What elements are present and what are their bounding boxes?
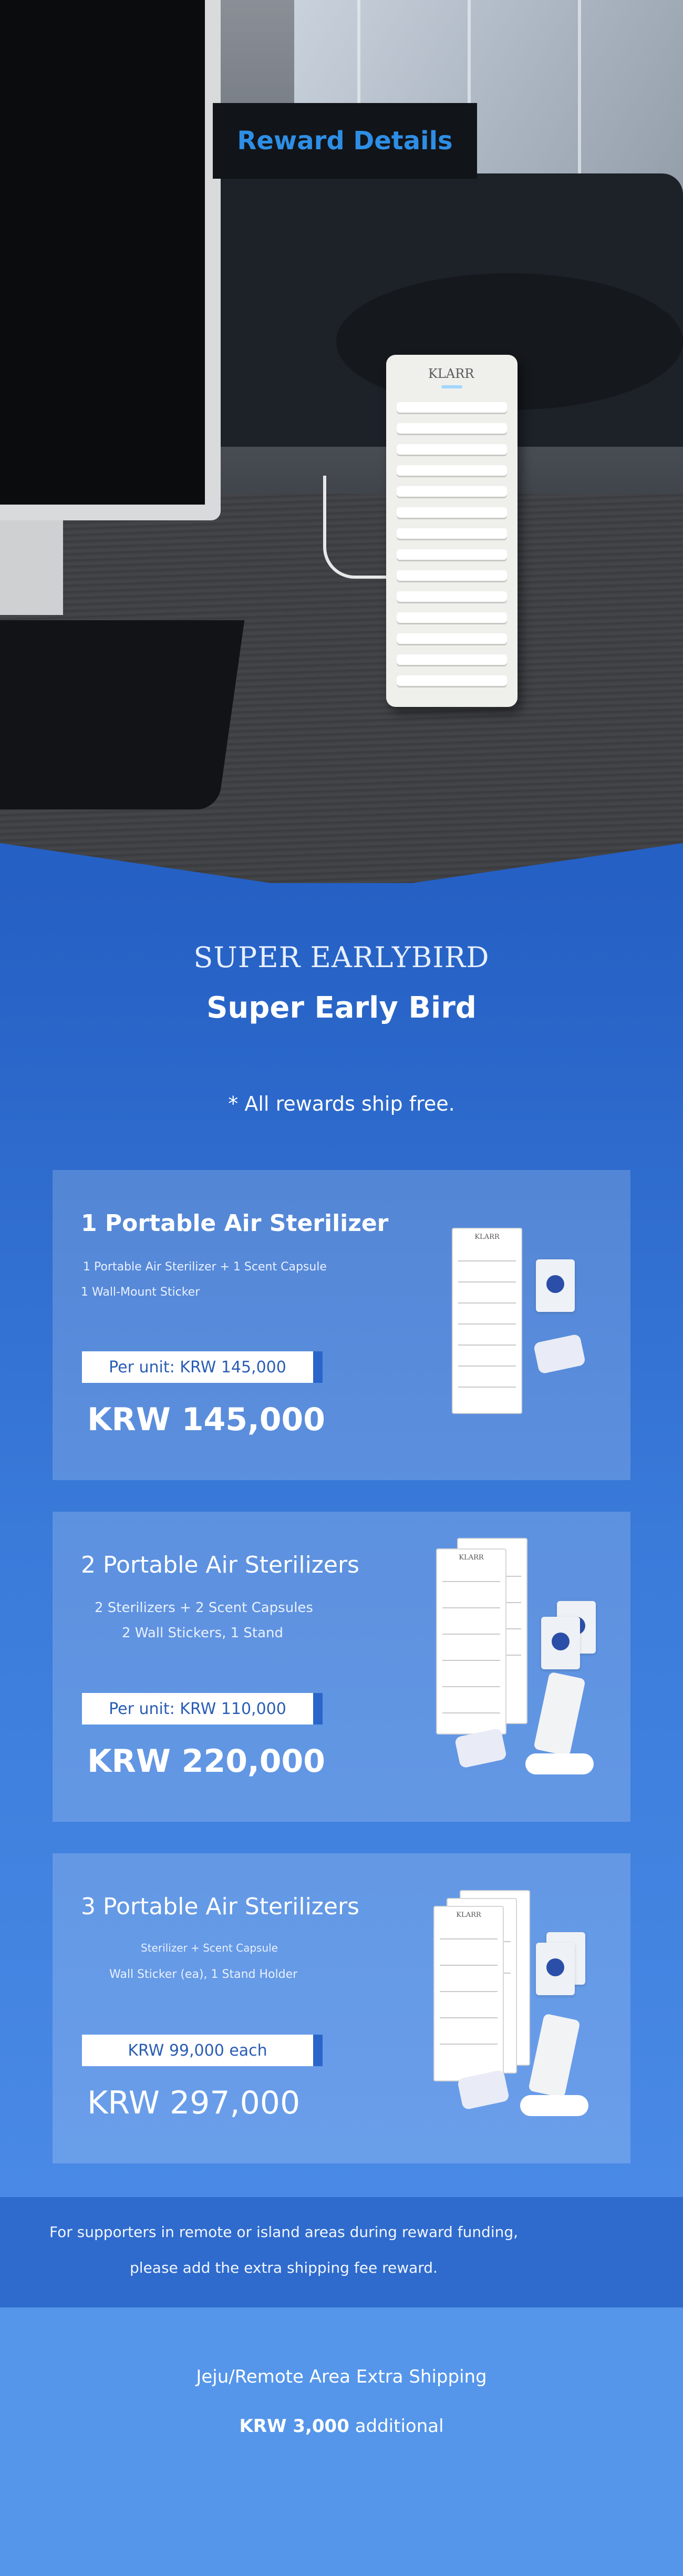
- reward-title: 3 Portable Air Sterilizers: [81, 1893, 359, 1920]
- monitor-stand: [0, 520, 63, 615]
- device-brand-logo: KLARR: [474, 1233, 500, 1241]
- scent-capsule-icon: [536, 1259, 575, 1312]
- notice-line-2: please add the extra shipping fee reward.: [130, 2259, 438, 2276]
- reward-title: 2 Portable Air Sterilizers: [81, 1552, 359, 1578]
- total-price: KRW 220,000: [87, 1743, 326, 1780]
- device-brand-logo: KLARR: [456, 1911, 481, 1919]
- hero-image: [0, 0, 683, 883]
- remote-area-notice: [0, 2197, 683, 2307]
- device-brand-logo: KLARR: [428, 366, 474, 381]
- reward-details-title: Reward Details: [213, 103, 477, 179]
- monitor: [0, 0, 221, 520]
- reward-card-2[interactable]: [53, 1512, 630, 1822]
- notice-line-1: For supporters in remote or island areas during reward funding,: [49, 2223, 519, 2241]
- desk-pad: [0, 620, 244, 809]
- extra-shipping-amount: KRW 3,000: [239, 2416, 349, 2437]
- phone-stand-icon: [525, 1675, 583, 1780]
- device-brand-logo: KLARR: [459, 1554, 484, 1562]
- section-eyebrow: SUPER EARLYBIRD: [193, 941, 490, 974]
- total-price: KRW 145,000: [87, 1401, 326, 1438]
- total-price: KRW 297,000: [87, 2085, 301, 2121]
- reward-line: 2 Wall Stickers, 1 Stand: [122, 1625, 284, 1641]
- extra-shipping-price: [0, 2416, 683, 2437]
- free-shipping-note: * All rewards ship free.: [228, 1092, 455, 1115]
- unit-price-badge: Per unit: KRW 145,000: [82, 1351, 323, 1383]
- scent-capsule-icon: [541, 1617, 580, 1669]
- reward-line: Sterilizer + Scent Capsule: [141, 1942, 278, 1954]
- reward-card-3[interactable]: [53, 1853, 630, 2163]
- usb-cable: [323, 476, 395, 579]
- section-title: Super Early Bird: [206, 991, 477, 1025]
- reward-line: 2 Sterilizers + 2 Scent Capsules: [95, 1600, 313, 1616]
- extra-shipping-title: Jeju/Remote Area Extra Shipping: [196, 2366, 487, 2387]
- extra-shipping-reward[interactable]: [0, 2307, 683, 2576]
- unit-price-badge: KRW 99,000 each: [82, 2035, 323, 2066]
- phone-stand-icon: [520, 2016, 578, 2121]
- scent-capsule-icon: [536, 1943, 575, 1995]
- extra-shipping-suffix: additional: [355, 2416, 444, 2437]
- reward-title: 1 Portable Air Sterilizer: [81, 1210, 389, 1237]
- wall-sticker-icon: [533, 1333, 586, 1374]
- air-sterilizer-device: [386, 355, 518, 707]
- unit-price-badge: Per unit: KRW 110,000: [82, 1693, 323, 1725]
- device-led-indicator: [441, 385, 462, 388]
- reward-line: Wall Sticker (ea), 1 Stand Holder: [109, 1968, 298, 1981]
- reward-line: 1 Portable Air Sterilizer + 1 Scent Capsule: [83, 1260, 327, 1274]
- reward-card-1[interactable]: [53, 1170, 630, 1480]
- reward-line: 1 Wall-Mount Sticker: [81, 1286, 200, 1299]
